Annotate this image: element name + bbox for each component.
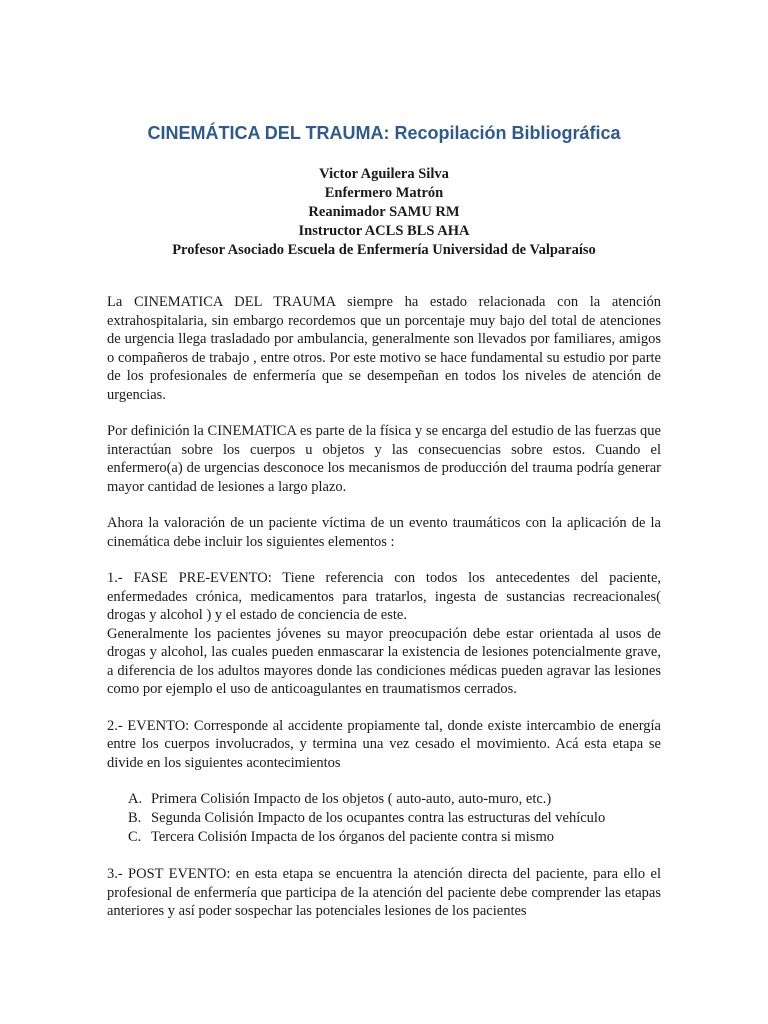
paragraph-pre-event-detail: Generalmente los pacientes jóvenes su mayor preocupación debe estar orientada al usos de drogas y alcohol, las cuales pueden enmascarar la existencia de lesiones potencialmente grave, a diferencia de los adultos mayores donde las condiciones médicas pueden agravar las lesiones como por ejemplo el uso de anticoagulantes en traumatismos cerrados. [107, 625, 661, 697]
collision-list [107, 790, 661, 847]
list-item [107, 828, 661, 847]
author-affiliation: Profesor Asociado Escuela de Enfermería Universidad de Valparaíso [172, 242, 596, 258]
author-name: Victor Aguilera Silva [319, 166, 449, 182]
paragraph-event: 2.- EVENTO: Corresponde al accidente propiamente tal, donde existe intercambio de energía entre los cuerpos involucrados, y termina una vez cesado el movimiento. Acá esta etapa se divide en los siguientes acontecimientos [107, 717, 661, 771]
list-item [107, 790, 661, 809]
author-role: Instructor ACLS BLS AHA [298, 223, 470, 239]
list-item-text: Tercera Colisión Impacta de los órganos del paciente contra si mismo [151, 829, 554, 845]
document-title: CINEMÁTICA DEL TRAUMA: Recopilación Bibliográfica [147, 123, 621, 143]
paragraph-intro: La CINEMATICA DEL TRAUMA siempre ha estado relacionada con la atención extrahospitalaria, sin embargo recordemos que un porcentaje muy bajo del total de atenciones de urgencia llega trasladado por ambulancia, generalmente son llevados por familiares, amigos o compañeros de trabajo , entre otros. Por este motivo se hace fundamental su estudio por parte de los profesionales de enfermería que se desempeñan en todos los niveles de atención de urgencias. [107, 294, 661, 403]
paragraph-assessment: Ahora la valoración de un paciente víctima de un evento traumáticos con la aplicación de la cinemática debe incluir los siguientes elementos : [107, 515, 661, 550]
document-body [107, 293, 661, 921]
list-marker: A. [128, 791, 143, 807]
list-item-text: Primera Colisión Impacto de los objetos ( auto-auto, auto-muro, etc.) [151, 791, 552, 807]
list-marker: C. [128, 829, 142, 845]
author-role: Reanimador SAMU RM [308, 204, 460, 220]
author-block [107, 165, 661, 260]
list-item-text: Segunda Colisión Impacto de los ocupantes contra las estructuras del vehículo [151, 810, 606, 826]
paragraph-pre-event: 1.- FASE PRE-EVENTO: Tiene referencia con todos los antecedentes del paciente, enfermedades crónica, medicamentos para tratarlos, ingesta de sustancias recreacionales( drogas y alcohol ) y el estado de conciencia de este. [107, 570, 661, 623]
list-item [107, 809, 661, 828]
author-role: Enfermero Matrón [324, 185, 444, 201]
paragraph-post-event: 3.- POST EVENTO: en esta etapa se encuentra la atención directa del paciente, para ello el profesional de enfermería que participa de la atención del paciente debe comprender las etapas anteriores y así poder sospechar las potenciales lesiones de los pacientes [107, 866, 661, 919]
list-marker: B. [128, 810, 142, 826]
paragraph-definition: Por definición la CINEMATICA es parte de la física y se encarga del estudio de las fuerzas que interactúan sobre los cuerpos u objetos y las consecuencias sobre estos. Cuando el enfermero(a) de urgencias desconoce los mecanismos de producción del trauma podría generar mayor cantidad de lesiones a largo plazo. [107, 423, 661, 495]
